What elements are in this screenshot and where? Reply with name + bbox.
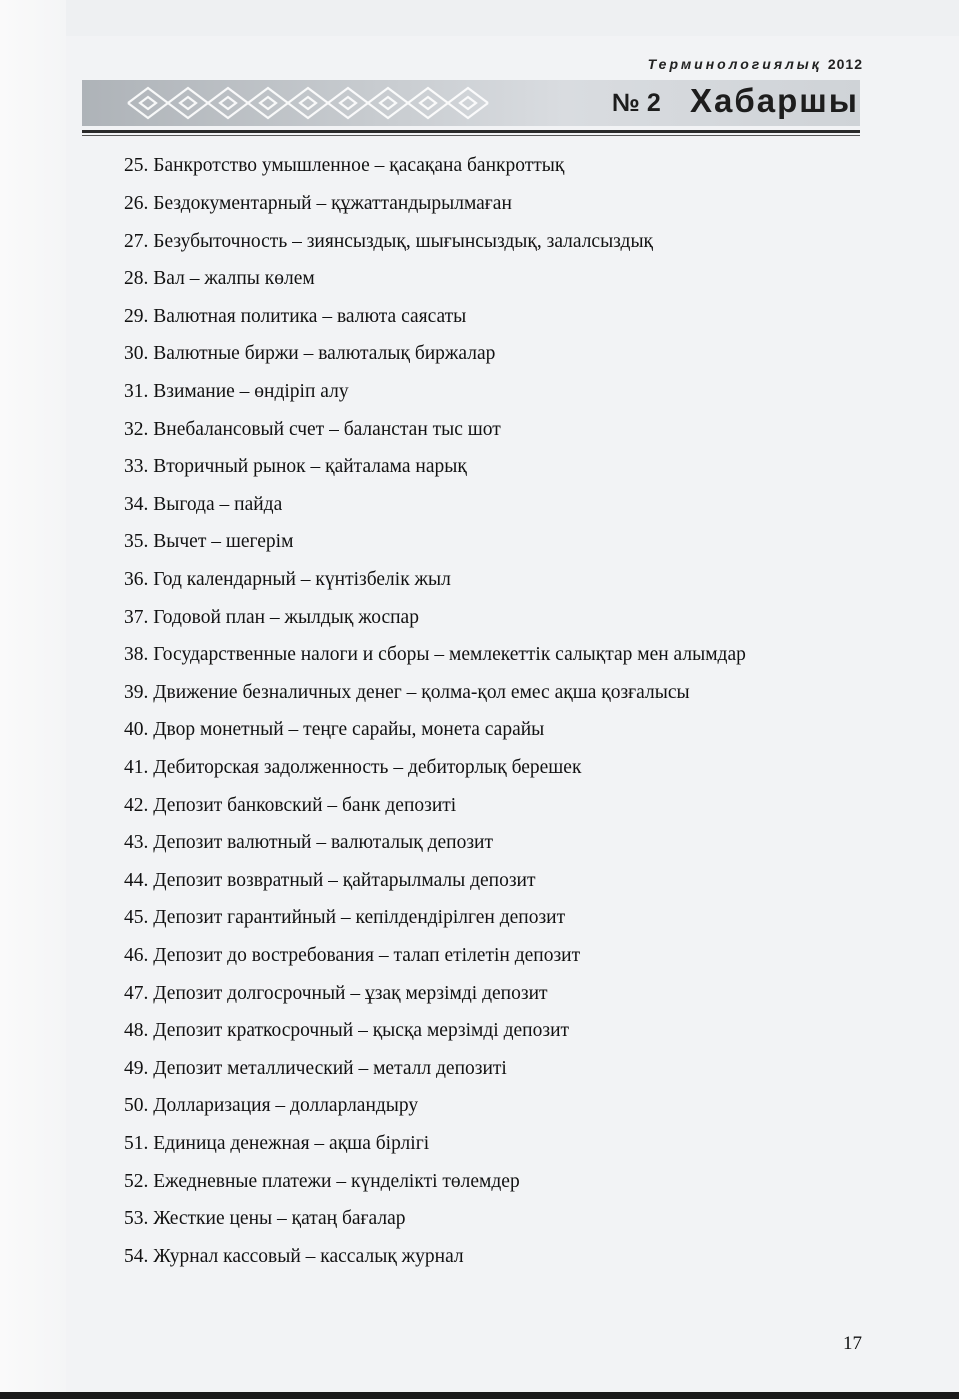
journal-line-text: Терминологиялық <box>647 56 822 72</box>
glossary-entry: 43. Депозит валютный – валюталық депозит <box>124 832 493 853</box>
glossary-entry: 46. Депозит до востребования – талап етілетін депозит <box>124 945 581 966</box>
glossary-entry: 52. Ежедневные платежи – күнделікті төлемдер <box>124 1171 520 1192</box>
glossary-entry: 29. Валютная политика – валюта саясаты <box>124 306 467 327</box>
glossary-entry: 25. Банкротство умышленное – қасақана банкроттық <box>124 155 565 176</box>
glossary-entry: 36. Год календарный – күнтізбелік жыл <box>124 569 451 590</box>
glossary-entry: 33. Вторичный рынок – қайталама нарық <box>124 456 467 477</box>
glossary-entry: 47. Депозит долгосрочный – ұзақ мерзімді депозит <box>124 983 548 1004</box>
glossary-entry: 32. Внебалансовый счет – баланстан тыс шот <box>124 419 501 440</box>
glossary-entry: 53. Жесткие цены – қатаң бағалар <box>124 1208 406 1229</box>
glossary-entry: 49. Депозит металлический – металл депозиті <box>124 1058 507 1079</box>
journal-name: Хабаршы <box>690 82 859 119</box>
page-number: 17 <box>843 1333 862 1354</box>
journal-year: 2012 <box>827 56 863 72</box>
glossary-entry: 50. Долларизация – долларландыру <box>124 1095 419 1116</box>
glossary-entry: 54. Журнал кассовый – кассалық журнал <box>124 1246 464 1267</box>
glossary-entry: 48. Депозит краткосрочный – қысқа мерзімді депозит <box>124 1020 570 1041</box>
glossary-entry: 31. Взимание – өндіріп алу <box>124 381 349 402</box>
glossary-entry: 42. Депозит банковский – банк депозиті <box>124 795 457 816</box>
glossary-entry: 44. Депозит возвратный – қайтарылмалы депозит <box>124 870 536 891</box>
glossary-entry: 37. Годовой план – жылдық жоспар <box>124 607 419 628</box>
issue-number: № 2 <box>612 89 661 117</box>
glossary-entry: 38. Государственные налоги и сборы – мемлекеттік салықтар мен алымдар <box>124 644 746 665</box>
glossary-entry: 45. Депозит гарантийный – кепілдендірілген депозит <box>124 907 566 928</box>
glossary-entry: 28. Вал – жалпы көлем <box>124 268 315 289</box>
glossary-entry: 30. Валютные биржи – валюталық биржалар <box>124 343 496 364</box>
glossary-entry: 51. Единица денежная – ақша бірлігі <box>124 1133 430 1154</box>
glossary-entry: 35. Вычет – шегерім <box>124 531 294 552</box>
glossary-entry: 41. Дебиторская задолженность – дебиторлық берешек <box>124 757 582 778</box>
glossary-entry: 34. Выгода – пайда <box>124 494 283 515</box>
glossary-entry: 27. Безубыточность – зиянсыздық, шығынсыздық, залалсыздық <box>124 231 654 252</box>
glossary-entry: 26. Бездокументарный – құжаттандырылмаған <box>124 193 512 214</box>
glossary-entry: 39. Движение безналичных денег – қолма-қол емес ақша қозғалысы <box>124 682 690 703</box>
glossary-entry: 40. Двор монетный – теңге сарайы, монета сарайы <box>124 719 545 740</box>
scan-bottom-edge <box>0 1392 959 1399</box>
